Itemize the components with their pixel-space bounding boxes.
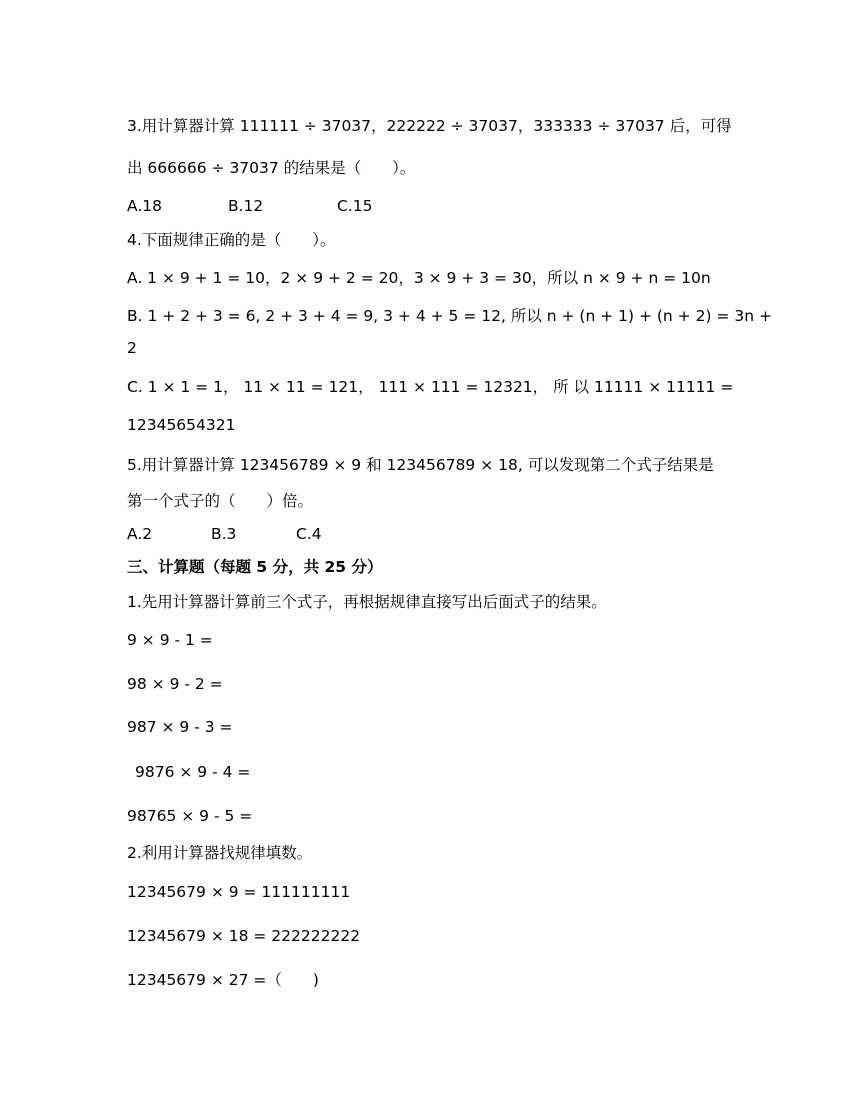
calc2-item: 12345679 × 18 = 222222222 [127,927,361,945]
calc1-item: 9 × 9 - 1 = [127,631,213,649]
calc2-item: 12345679 × 9 = 111111111 [127,883,351,901]
section-heading: 三、计算题（每题 5 分，共 25 分） [127,558,383,576]
calc2-stem: 2.利用计算器找规律填数。 [127,844,313,862]
q4-stem: 4.下面规律正确的是（ ）。 [127,231,336,249]
q3-option-a: A.18 [127,197,162,215]
q4-option-b-line2: 2 [127,339,137,357]
q4-option-a: A. 1 × 9 + 1 = 10，2 × 9 + 2 = 20，3 × 9 + 3 = 30，所以 n × 9 + n = 10n [127,269,711,287]
calc1-item: 9876 × 9 - 4 = [135,763,251,781]
q3-stem-line1: 3.用计算器计算 111111 ÷ 37037，222222 ÷ 37037，333333 ÷ 37037 后，可得 [127,117,732,135]
calc2-item: 12345679 × 27 =（ ) [127,971,319,989]
q3-option-b: B.12 [228,197,264,215]
q4-option-b-line1: B. 1 + 2 + 3 = 6, 2 + 3 + 4 = 9, 3 + 4 + 5 = 12, 所以 n + (n + 1) + (n + 2) = 3n + [127,307,772,325]
q5-stem-line2: 第一个式子的（ ）倍。 [127,492,314,510]
q5-option-a: A.2 [127,525,153,543]
q5-stem-line1: 5.用计算器计算 123456789 × 9 和 123456789 × 18, 可以发现第二个式子结果是 [127,456,714,474]
q3-option-c: C.15 [337,197,373,215]
q5-option-b: B.3 [211,525,237,543]
q4-option-c-line2: 12345654321 [127,416,236,434]
calc1-item: 98 × 9 - 2 = [127,675,223,693]
q3-stem-line2: 出 666666 ÷ 37037 的结果是（ ）。 [127,159,416,177]
q4-option-c-line1: C. 1 × 1 = 1， 11 × 11 = 121， 111 × 111 = 12321， 所 以 11111 × 11111 = [127,378,734,396]
calc1-stem: 1.先用计算器计算前三个式子，再根据规律直接写出后面式子的结果。 [127,593,607,611]
q5-option-c: C.4 [296,525,322,543]
calc1-item: 987 × 9 - 3 = [127,718,233,736]
calc1-item: 98765 × 9 - 5 = [127,807,253,825]
